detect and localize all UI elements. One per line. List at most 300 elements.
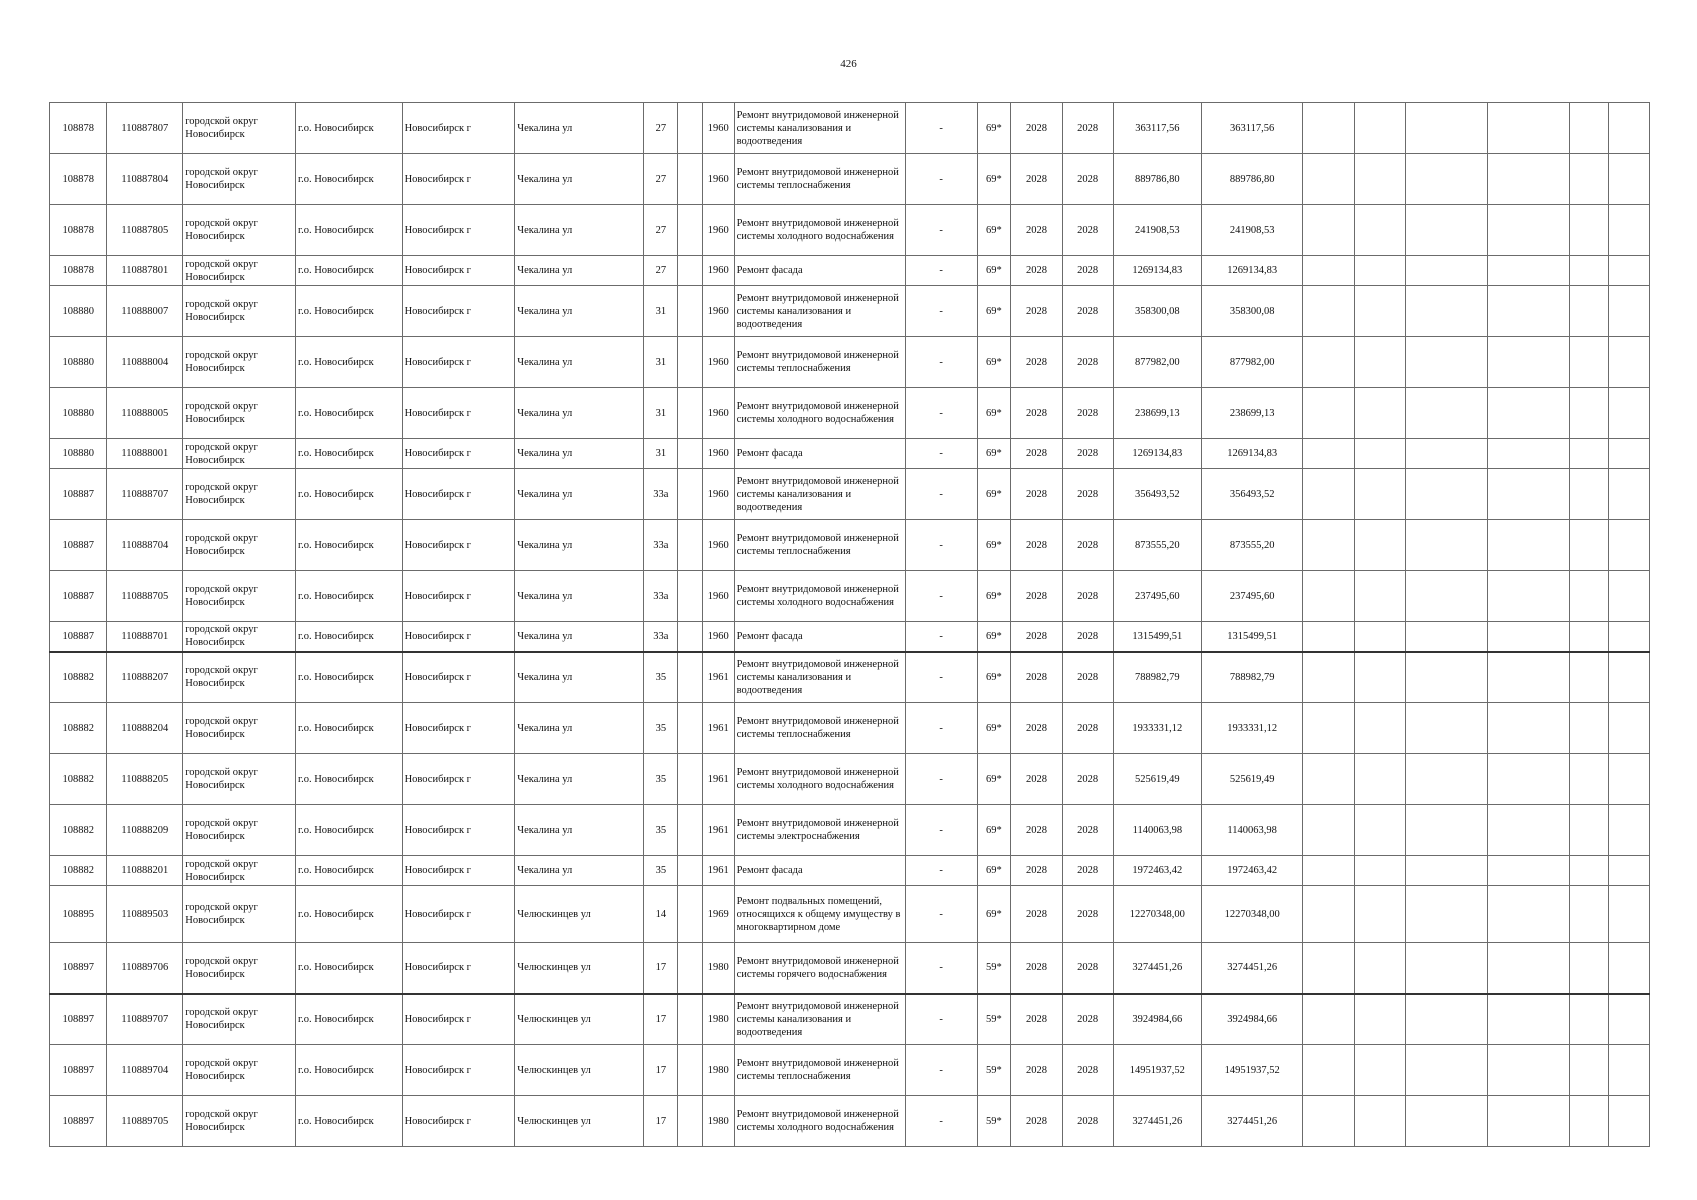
table-row: [50, 622, 1650, 652]
row-cost-total: 1933331,12: [1201, 703, 1302, 754]
row-mark: 69*: [977, 337, 1011, 388]
capital-repair-table: [49, 102, 1650, 1147]
row-house: 27: [644, 103, 678, 154]
row-id: 108895: [50, 886, 107, 943]
row-empty-cell: [1354, 1096, 1405, 1147]
row-year-start: 2028: [1011, 439, 1062, 469]
row-year-start: 2028: [1011, 205, 1062, 256]
row-cost: 873555,20: [1113, 520, 1201, 571]
row-year-start: 2028: [1011, 286, 1062, 337]
row-code: 110889707: [107, 994, 183, 1045]
row-house: 35: [644, 754, 678, 805]
row-empty-cell: [1354, 103, 1405, 154]
row-empty-cell: [678, 1045, 703, 1096]
row-id: 108897: [50, 994, 107, 1045]
row-work-type: Ремонт внутридомовой инженерной системы теплоснабжения: [734, 520, 905, 571]
row-id: 108878: [50, 103, 107, 154]
row-dash: -: [905, 520, 977, 571]
row-work-type: Ремонт внутридомовой инженерной системы теплоснабжения: [734, 1045, 905, 1096]
row-city: Новосибирск г: [402, 1045, 515, 1096]
row-empty-cell: [1487, 520, 1569, 571]
row-city: Новосибирск г: [402, 286, 515, 337]
row-empty-cell: [1569, 469, 1608, 520]
table-row: [50, 886, 1650, 943]
row-district: г.о. Новосибирск: [295, 754, 402, 805]
row-street: Чекалина ул: [515, 856, 644, 886]
row-empty-cell: [1405, 388, 1487, 439]
row-year-start: 2028: [1011, 520, 1062, 571]
row-empty-cell: [678, 943, 703, 994]
row-street: Чекалина ул: [515, 571, 644, 622]
row-code: 110888701: [107, 622, 183, 652]
row-empty-cell: [1487, 703, 1569, 754]
row-empty-cell: [1303, 1045, 1354, 1096]
row-city: Новосибирск г: [402, 205, 515, 256]
row-empty-cell: [1569, 943, 1608, 994]
row-empty-cell: [1354, 388, 1405, 439]
row-empty-cell: [1569, 337, 1608, 388]
row-district: г.о. Новосибирск: [295, 805, 402, 856]
row-id: 108880: [50, 439, 107, 469]
row-empty-cell: [1608, 886, 1649, 943]
row-empty-cell: [1354, 439, 1405, 469]
row-year-built: 1960: [702, 520, 734, 571]
row-year-built: 1960: [702, 469, 734, 520]
row-house: 31: [644, 439, 678, 469]
row-cost: 3274451,26: [1113, 1096, 1201, 1147]
row-dash: -: [905, 754, 977, 805]
row-year-end: 2028: [1062, 337, 1113, 388]
row-cost-total: 525619,49: [1201, 754, 1302, 805]
row-dash: -: [905, 703, 977, 754]
row-work-type: Ремонт внутридомовой инженерной системы горячего водоснабжения: [734, 943, 905, 994]
row-district: г.о. Новосибирск: [295, 520, 402, 571]
row-cost-total: 3274451,26: [1201, 943, 1302, 994]
row-dash: -: [905, 439, 977, 469]
row-year-start: 2028: [1011, 856, 1062, 886]
row-city: Новосибирск г: [402, 469, 515, 520]
row-id: 108882: [50, 805, 107, 856]
row-empty-cell: [1487, 439, 1569, 469]
row-street: Чекалина ул: [515, 622, 644, 652]
row-empty-cell: [1303, 154, 1354, 205]
row-empty-cell: [1608, 652, 1649, 703]
row-empty-cell: [1487, 286, 1569, 337]
row-cost: 525619,49: [1113, 754, 1201, 805]
row-house: 33а: [644, 469, 678, 520]
row-cost: 1269134,83: [1113, 256, 1201, 286]
row-year-end: 2028: [1062, 703, 1113, 754]
row-work-type: Ремонт внутридомовой инженерной системы электроснабжения: [734, 805, 905, 856]
row-street: Чекалина ул: [515, 703, 644, 754]
row-work-type: Ремонт внутридомовой инженерной системы теплоснабжения: [734, 154, 905, 205]
row-street: Чекалина ул: [515, 520, 644, 571]
row-empty-cell: [1354, 886, 1405, 943]
row-municipality: городской округ Новосибирск: [183, 622, 296, 652]
row-house: 17: [644, 1045, 678, 1096]
row-work-type: Ремонт фасада: [734, 856, 905, 886]
table-row: [50, 943, 1650, 994]
row-cost-total: 889786,80: [1201, 154, 1302, 205]
row-empty-cell: [678, 622, 703, 652]
row-municipality: городской округ Новосибирск: [183, 154, 296, 205]
table-row: [50, 205, 1650, 256]
row-cost: 363117,56: [1113, 103, 1201, 154]
table-body: [50, 103, 1650, 1147]
row-cost-total: 237495,60: [1201, 571, 1302, 622]
row-empty-cell: [1487, 886, 1569, 943]
row-year-built: 1961: [702, 703, 734, 754]
row-empty-cell: [678, 286, 703, 337]
row-id: 108887: [50, 520, 107, 571]
row-empty-cell: [1405, 103, 1487, 154]
row-house: 17: [644, 1096, 678, 1147]
row-empty-cell: [1303, 1096, 1354, 1147]
row-mark: 69*: [977, 622, 1011, 652]
row-cost-total: 1972463,42: [1201, 856, 1302, 886]
row-district: г.о. Новосибирск: [295, 439, 402, 469]
row-empty-cell: [1608, 286, 1649, 337]
row-empty-cell: [1487, 754, 1569, 805]
row-empty-cell: [678, 652, 703, 703]
row-empty-cell: [1354, 703, 1405, 754]
row-dash: -: [905, 103, 977, 154]
row-cost: 358300,08: [1113, 286, 1201, 337]
row-work-type: Ремонт фасада: [734, 439, 905, 469]
row-year-end: 2028: [1062, 469, 1113, 520]
row-mark: 59*: [977, 1045, 1011, 1096]
row-id: 108887: [50, 469, 107, 520]
row-city: Новосибирск г: [402, 652, 515, 703]
row-year-built: 1961: [702, 805, 734, 856]
row-code: 110889704: [107, 1045, 183, 1096]
row-empty-cell: [1487, 571, 1569, 622]
row-cost: 3924984,66: [1113, 994, 1201, 1045]
row-mark: 69*: [977, 886, 1011, 943]
row-mark: 69*: [977, 754, 1011, 805]
row-year-end: 2028: [1062, 943, 1113, 994]
row-empty-cell: [678, 805, 703, 856]
row-empty-cell: [1303, 286, 1354, 337]
row-id: 108880: [50, 388, 107, 439]
table-row: [50, 337, 1650, 388]
table-row: [50, 571, 1650, 622]
row-empty-cell: [1303, 439, 1354, 469]
row-work-type: Ремонт внутридомовой инженерной системы канализования и водоотведения: [734, 469, 905, 520]
row-empty-cell: [1608, 994, 1649, 1045]
row-year-built: 1980: [702, 1096, 734, 1147]
row-code: 110888207: [107, 652, 183, 703]
row-work-type: Ремонт внутридомовой инженерной системы холодного водоснабжения: [734, 754, 905, 805]
row-cost-total: 3274451,26: [1201, 1096, 1302, 1147]
row-city: Новосибирск г: [402, 886, 515, 943]
row-city: Новосибирск г: [402, 994, 515, 1045]
row-empty-cell: [1405, 439, 1487, 469]
row-empty-cell: [1405, 571, 1487, 622]
row-id: 108882: [50, 856, 107, 886]
row-street: Чекалина ул: [515, 205, 644, 256]
row-empty-cell: [1608, 856, 1649, 886]
row-district: г.о. Новосибирск: [295, 103, 402, 154]
row-empty-cell: [1608, 439, 1649, 469]
row-empty-cell: [1569, 388, 1608, 439]
row-code: 110888205: [107, 754, 183, 805]
row-year-start: 2028: [1011, 571, 1062, 622]
row-mark: 69*: [977, 805, 1011, 856]
row-empty-cell: [1487, 1045, 1569, 1096]
row-empty-cell: [678, 520, 703, 571]
row-year-end: 2028: [1062, 103, 1113, 154]
row-year-built: 1961: [702, 652, 734, 703]
row-municipality: городской округ Новосибирск: [183, 856, 296, 886]
row-cost-total: 12270348,00: [1201, 886, 1302, 943]
row-year-end: 2028: [1062, 622, 1113, 652]
row-district: г.о. Новосибирск: [295, 469, 402, 520]
row-empty-cell: [1354, 337, 1405, 388]
row-dash: -: [905, 571, 977, 622]
row-empty-cell: [1405, 994, 1487, 1045]
row-empty-cell: [1303, 994, 1354, 1045]
row-municipality: городской округ Новосибирск: [183, 103, 296, 154]
row-empty-cell: [1487, 256, 1569, 286]
row-cost: 1140063,98: [1113, 805, 1201, 856]
row-street: Челюскинцев ул: [515, 1045, 644, 1096]
row-empty-cell: [1608, 154, 1649, 205]
row-house: 35: [644, 856, 678, 886]
row-empty-cell: [1608, 571, 1649, 622]
row-dash: -: [905, 388, 977, 439]
row-empty-cell: [1354, 856, 1405, 886]
row-mark: 69*: [977, 256, 1011, 286]
row-mark: 69*: [977, 469, 1011, 520]
row-empty-cell: [1354, 943, 1405, 994]
row-year-built: 1960: [702, 286, 734, 337]
row-district: г.о. Новосибирск: [295, 1096, 402, 1147]
row-year-end: 2028: [1062, 439, 1113, 469]
row-mark: 69*: [977, 856, 1011, 886]
row-cost-total: 356493,52: [1201, 469, 1302, 520]
row-empty-cell: [1608, 520, 1649, 571]
row-cost: 1269134,83: [1113, 439, 1201, 469]
row-year-start: 2028: [1011, 1045, 1062, 1096]
row-cost: 12270348,00: [1113, 886, 1201, 943]
row-cost: 788982,79: [1113, 652, 1201, 703]
row-street: Чекалина ул: [515, 469, 644, 520]
row-year-built: 1960: [702, 388, 734, 439]
row-year-built: 1960: [702, 256, 734, 286]
row-id: 108897: [50, 1045, 107, 1096]
row-city: Новосибирск г: [402, 943, 515, 994]
row-year-start: 2028: [1011, 754, 1062, 805]
table-row: [50, 439, 1650, 469]
row-empty-cell: [678, 469, 703, 520]
row-cost: 14951937,52: [1113, 1045, 1201, 1096]
row-district: г.о. Новосибирск: [295, 622, 402, 652]
row-street: Челюскинцев ул: [515, 994, 644, 1045]
row-empty-cell: [1608, 754, 1649, 805]
row-cost: 3274451,26: [1113, 943, 1201, 994]
table-row: [50, 469, 1650, 520]
row-empty-cell: [1405, 205, 1487, 256]
row-cost-total: 241908,53: [1201, 205, 1302, 256]
row-street: Чекалина ул: [515, 286, 644, 337]
row-year-built: 1961: [702, 754, 734, 805]
row-code: 110889706: [107, 943, 183, 994]
row-municipality: городской округ Новосибирск: [183, 703, 296, 754]
row-year-start: 2028: [1011, 703, 1062, 754]
row-empty-cell: [1608, 622, 1649, 652]
table-row: [50, 520, 1650, 571]
row-year-built: 1980: [702, 994, 734, 1045]
row-house: 35: [644, 805, 678, 856]
row-dash: -: [905, 337, 977, 388]
row-empty-cell: [1608, 205, 1649, 256]
row-cost: 238699,13: [1113, 388, 1201, 439]
row-empty-cell: [678, 154, 703, 205]
row-empty-cell: [1303, 886, 1354, 943]
row-work-type: Ремонт внутридомовой инженерной системы канализования и водоотведения: [734, 103, 905, 154]
row-empty-cell: [1303, 703, 1354, 754]
row-city: Новосибирск г: [402, 703, 515, 754]
row-code: 110887804: [107, 154, 183, 205]
row-empty-cell: [1608, 388, 1649, 439]
row-district: г.о. Новосибирск: [295, 886, 402, 943]
row-empty-cell: [1569, 154, 1608, 205]
row-empty-cell: [1487, 103, 1569, 154]
row-city: Новосибирск г: [402, 622, 515, 652]
row-year-start: 2028: [1011, 652, 1062, 703]
row-year-start: 2028: [1011, 154, 1062, 205]
row-empty-cell: [1608, 469, 1649, 520]
row-mark: 69*: [977, 205, 1011, 256]
row-dash: -: [905, 1045, 977, 1096]
row-work-type: Ремонт внутридомовой инженерной системы канализования и водоотведения: [734, 994, 905, 1045]
row-empty-cell: [1354, 154, 1405, 205]
row-city: Новосибирск г: [402, 520, 515, 571]
row-work-type: Ремонт внутридомовой инженерной системы канализования и водоотведения: [734, 286, 905, 337]
row-dash: -: [905, 652, 977, 703]
row-year-start: 2028: [1011, 805, 1062, 856]
row-cost-total: 363117,56: [1201, 103, 1302, 154]
row-dash: -: [905, 805, 977, 856]
row-empty-cell: [1405, 886, 1487, 943]
row-year-built: 1960: [702, 205, 734, 256]
row-house: 31: [644, 388, 678, 439]
row-empty-cell: [1487, 856, 1569, 886]
row-empty-cell: [1303, 805, 1354, 856]
row-empty-cell: [1569, 103, 1608, 154]
row-year-end: 2028: [1062, 805, 1113, 856]
row-year-end: 2028: [1062, 652, 1113, 703]
row-empty-cell: [1608, 103, 1649, 154]
row-city: Новосибирск г: [402, 571, 515, 622]
row-dash: -: [905, 856, 977, 886]
row-empty-cell: [1303, 856, 1354, 886]
row-empty-cell: [678, 754, 703, 805]
row-mark: 59*: [977, 1096, 1011, 1147]
row-empty-cell: [678, 571, 703, 622]
row-cost: 237495,60: [1113, 571, 1201, 622]
row-empty-cell: [1487, 337, 1569, 388]
row-year-end: 2028: [1062, 388, 1113, 439]
row-year-end: 2028: [1062, 856, 1113, 886]
row-street: Челюскинцев ул: [515, 886, 644, 943]
row-year-start: 2028: [1011, 256, 1062, 286]
row-house: 33а: [644, 520, 678, 571]
row-municipality: городской округ Новосибирск: [183, 571, 296, 622]
row-district: г.о. Новосибирск: [295, 652, 402, 703]
row-year-built: 1960: [702, 622, 734, 652]
row-year-start: 2028: [1011, 469, 1062, 520]
row-municipality: городской округ Новосибирск: [183, 337, 296, 388]
table-row: [50, 652, 1650, 703]
row-house: 33а: [644, 571, 678, 622]
row-house: 17: [644, 943, 678, 994]
row-house: 31: [644, 337, 678, 388]
row-empty-cell: [1354, 571, 1405, 622]
row-city: Новосибирск г: [402, 754, 515, 805]
row-work-type: Ремонт внутридомовой инженерной системы холодного водоснабжения: [734, 1096, 905, 1147]
row-empty-cell: [1569, 856, 1608, 886]
row-city: Новосибирск г: [402, 388, 515, 439]
row-empty-cell: [1487, 1096, 1569, 1147]
row-code: 110888704: [107, 520, 183, 571]
row-district: г.о. Новосибирск: [295, 337, 402, 388]
row-year-end: 2028: [1062, 154, 1113, 205]
row-street: Чекалина ул: [515, 805, 644, 856]
table-row: [50, 856, 1650, 886]
row-dash: -: [905, 205, 977, 256]
row-code: 110888007: [107, 286, 183, 337]
row-empty-cell: [678, 337, 703, 388]
row-municipality: городской округ Новосибирск: [183, 256, 296, 286]
row-code: 110889503: [107, 886, 183, 943]
row-dash: -: [905, 1096, 977, 1147]
row-empty-cell: [1569, 439, 1608, 469]
row-empty-cell: [1405, 256, 1487, 286]
page-number: 426: [840, 58, 857, 70]
row-district: г.о. Новосибирск: [295, 943, 402, 994]
row-year-end: 2028: [1062, 994, 1113, 1045]
row-cost: 877982,00: [1113, 337, 1201, 388]
row-empty-cell: [1303, 103, 1354, 154]
row-id: 108878: [50, 205, 107, 256]
table-row: [50, 388, 1650, 439]
row-district: г.о. Новосибирск: [295, 571, 402, 622]
row-empty-cell: [1569, 1045, 1608, 1096]
row-district: г.о. Новосибирск: [295, 856, 402, 886]
row-municipality: городской округ Новосибирск: [183, 520, 296, 571]
row-house: 14: [644, 886, 678, 943]
row-empty-cell: [1303, 622, 1354, 652]
row-street: Чекалина ул: [515, 439, 644, 469]
table-row: [50, 256, 1650, 286]
row-year-end: 2028: [1062, 1096, 1113, 1147]
row-empty-cell: [1608, 337, 1649, 388]
row-street: Чекалина ул: [515, 388, 644, 439]
row-year-end: 2028: [1062, 1045, 1113, 1096]
row-year-built: 1960: [702, 439, 734, 469]
row-municipality: городской округ Новосибирск: [183, 805, 296, 856]
row-empty-cell: [1303, 943, 1354, 994]
row-mark: 69*: [977, 703, 1011, 754]
row-mark: 59*: [977, 994, 1011, 1045]
row-cost-total: 358300,08: [1201, 286, 1302, 337]
row-house: 35: [644, 703, 678, 754]
row-empty-cell: [1405, 805, 1487, 856]
row-municipality: городской округ Новосибирск: [183, 388, 296, 439]
row-empty-cell: [1405, 856, 1487, 886]
